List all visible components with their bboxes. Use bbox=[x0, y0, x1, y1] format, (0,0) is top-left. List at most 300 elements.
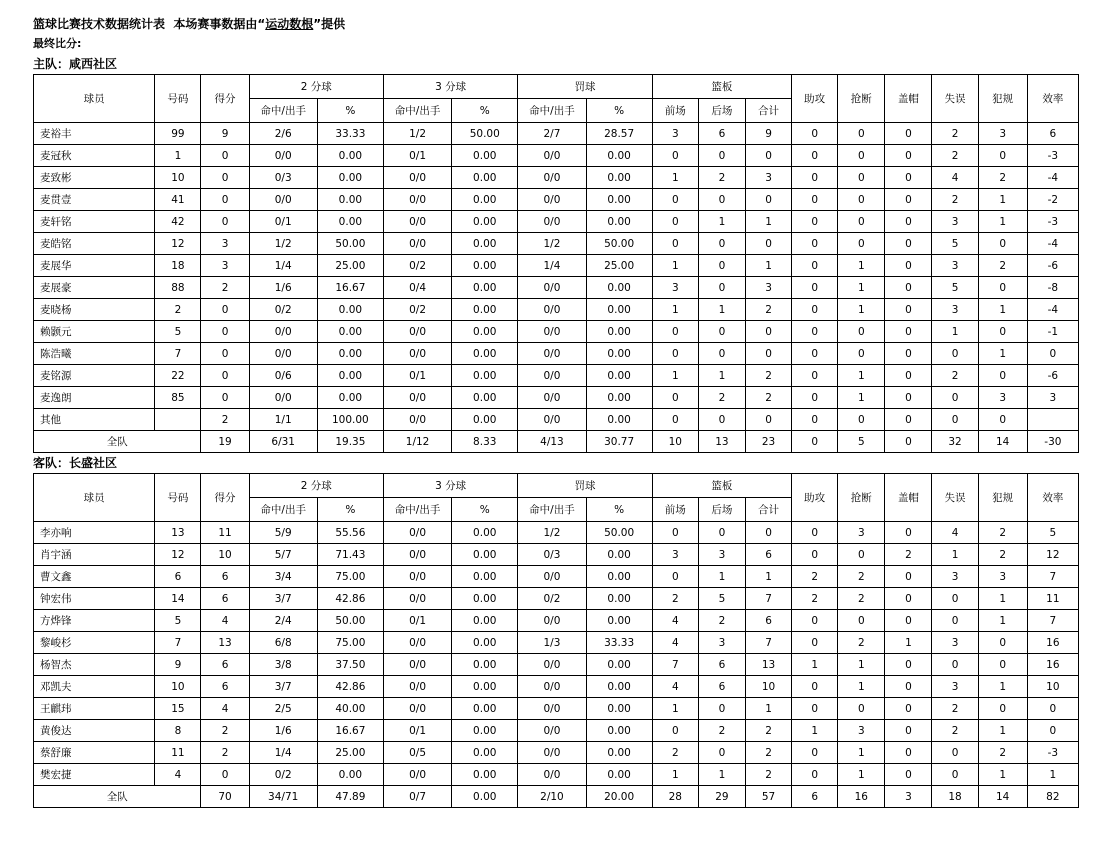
player-fg3-made-att: 0/0 bbox=[383, 167, 451, 189]
player-tot-reb: 10 bbox=[745, 676, 791, 698]
team-total-fouls: 14 bbox=[978, 431, 1027, 453]
player-points: 2 bbox=[201, 720, 249, 742]
player-fg2-pct: 0.00 bbox=[317, 211, 383, 233]
team-total-tot-reb: 23 bbox=[745, 431, 791, 453]
player-fg2-made-att: 5/7 bbox=[249, 544, 317, 566]
team-total-fg3-pct: 0.00 bbox=[452, 786, 518, 808]
player-off-reb: 1 bbox=[652, 764, 698, 786]
stats-table bbox=[33, 473, 1079, 808]
player-blocks: 0 bbox=[885, 167, 932, 189]
player-points: 13 bbox=[201, 632, 249, 654]
player-off-reb: 4 bbox=[652, 610, 698, 632]
player-fg3-made-att: 0/5 bbox=[383, 742, 451, 764]
player-fouls: 2 bbox=[978, 544, 1027, 566]
player-ft-made-att: 0/0 bbox=[518, 167, 586, 189]
player-fg3-pct: 0.00 bbox=[452, 189, 518, 211]
player-tot-reb: 7 bbox=[745, 588, 791, 610]
player-fg2-pct: 50.00 bbox=[317, 610, 383, 632]
team-total-fg2-pct: 47.89 bbox=[317, 786, 383, 808]
player-def-reb: 1 bbox=[698, 211, 745, 233]
player-fouls: 0 bbox=[978, 409, 1027, 431]
player-off-reb: 1 bbox=[652, 255, 698, 277]
player-steals: 0 bbox=[838, 123, 885, 145]
player-points: 3 bbox=[201, 255, 249, 277]
player-off-reb: 0 bbox=[652, 720, 698, 742]
player-fg2-made-att: 1/6 bbox=[249, 720, 317, 742]
player-name: 麦逸朗 bbox=[34, 387, 155, 409]
player-fg2-made-att: 2/6 bbox=[249, 123, 317, 145]
player-tot-reb: 2 bbox=[745, 299, 791, 321]
player-fg3-pct: 0.00 bbox=[452, 233, 518, 255]
player-efficiency: -4 bbox=[1027, 299, 1078, 321]
player-fg2-made-att: 0/0 bbox=[249, 343, 317, 365]
player-number: 13 bbox=[155, 522, 201, 544]
col-number: 号码 bbox=[155, 75, 201, 123]
player-efficiency: -3 bbox=[1027, 211, 1078, 233]
team-total-points: 70 bbox=[201, 786, 249, 808]
player-ft-made-att: 2/7 bbox=[518, 123, 586, 145]
player-row bbox=[34, 720, 1079, 742]
player-fg2-pct: 50.00 bbox=[317, 233, 383, 255]
player-turnovers: 2 bbox=[932, 145, 978, 167]
player-tot-reb: 7 bbox=[745, 632, 791, 654]
player-fg3-made-att: 0/1 bbox=[383, 145, 451, 167]
player-off-reb: 3 bbox=[652, 277, 698, 299]
player-fg3-made-att: 0/4 bbox=[383, 277, 451, 299]
player-ft-made-att: 0/0 bbox=[518, 299, 586, 321]
team-total-tot-reb: 57 bbox=[745, 786, 791, 808]
team-total-turnovers: 32 bbox=[932, 431, 978, 453]
player-efficiency: 7 bbox=[1027, 566, 1078, 588]
player-number: 22 bbox=[155, 365, 201, 387]
player-turnovers: 2 bbox=[932, 123, 978, 145]
player-ft-pct: 0.00 bbox=[586, 742, 652, 764]
player-def-reb: 0 bbox=[698, 343, 745, 365]
player-efficiency: -2 bbox=[1027, 189, 1078, 211]
player-blocks: 0 bbox=[885, 233, 932, 255]
player-ft-made-att: 1/4 bbox=[518, 255, 586, 277]
team-total-fg3-made-att: 1/12 bbox=[383, 431, 451, 453]
player-number: 14 bbox=[155, 588, 201, 610]
team-total-steals: 5 bbox=[838, 431, 885, 453]
player-steals: 0 bbox=[838, 343, 885, 365]
player-fg2-made-att: 6/8 bbox=[249, 632, 317, 654]
player-turnovers: 3 bbox=[932, 211, 978, 233]
col-pf: 犯规 bbox=[978, 474, 1027, 522]
player-fouls: 3 bbox=[978, 566, 1027, 588]
player-ft-made-att: 1/2 bbox=[518, 233, 586, 255]
player-fg2-made-att: 3/8 bbox=[249, 654, 317, 676]
player-turnovers: 2 bbox=[932, 698, 978, 720]
player-steals: 0 bbox=[838, 167, 885, 189]
player-name: 陈浩曦 bbox=[34, 343, 155, 365]
player-fg2-pct: 37.50 bbox=[317, 654, 383, 676]
player-row bbox=[34, 654, 1079, 676]
player-assists: 1 bbox=[792, 720, 838, 742]
team-total-blocks: 3 bbox=[885, 786, 932, 808]
player-ft-made-att: 0/0 bbox=[518, 343, 586, 365]
player-def-reb: 0 bbox=[698, 698, 745, 720]
team-total-label: 全队 bbox=[34, 431, 201, 453]
team-title: 客队：长盛社区 bbox=[33, 456, 118, 470]
player-steals: 1 bbox=[838, 676, 885, 698]
player-def-reb: 0 bbox=[698, 189, 745, 211]
player-off-reb: 0 bbox=[652, 189, 698, 211]
player-fg2-made-att: 3/4 bbox=[249, 566, 317, 588]
player-fg2-pct: 0.00 bbox=[317, 365, 383, 387]
player-steals: 1 bbox=[838, 299, 885, 321]
player-ft-pct: 0.00 bbox=[586, 544, 652, 566]
player-assists: 2 bbox=[792, 566, 838, 588]
player-fouls: 0 bbox=[978, 321, 1027, 343]
player-steals: 0 bbox=[838, 211, 885, 233]
player-number: 85 bbox=[155, 387, 201, 409]
player-points: 6 bbox=[201, 566, 249, 588]
player-row bbox=[34, 409, 1079, 431]
player-def-reb: 3 bbox=[698, 632, 745, 654]
player-row bbox=[34, 764, 1079, 786]
player-steals: 1 bbox=[838, 742, 885, 764]
player-fg3-pct: 0.00 bbox=[452, 764, 518, 786]
player-assists: 0 bbox=[792, 365, 838, 387]
player-number: 9 bbox=[155, 654, 201, 676]
col-group-ft: 罚球 bbox=[518, 75, 652, 99]
player-def-reb: 0 bbox=[698, 277, 745, 299]
player-steals: 1 bbox=[838, 277, 885, 299]
player-ft-pct: 0.00 bbox=[586, 365, 652, 387]
player-off-reb: 3 bbox=[652, 544, 698, 566]
player-fg3-pct: 0.00 bbox=[452, 654, 518, 676]
col-sub-tot: 合计 bbox=[745, 99, 791, 123]
player-points: 0 bbox=[201, 167, 249, 189]
player-def-reb: 1 bbox=[698, 365, 745, 387]
player-tot-reb: 0 bbox=[745, 409, 791, 431]
player-fg2-pct: 16.67 bbox=[317, 720, 383, 742]
player-ft-pct: 33.33 bbox=[586, 632, 652, 654]
player-fg3-pct: 0.00 bbox=[452, 409, 518, 431]
player-fg2-pct: 55.56 bbox=[317, 522, 383, 544]
col-stl: 抢断 bbox=[838, 75, 885, 123]
player-number: 12 bbox=[155, 544, 201, 566]
col-player: 球员 bbox=[34, 75, 155, 123]
player-def-reb: 0 bbox=[698, 255, 745, 277]
col-eff: 效率 bbox=[1027, 474, 1078, 522]
stats-table bbox=[33, 74, 1079, 453]
player-ft-pct: 0.00 bbox=[586, 277, 652, 299]
player-fg2-made-att: 0/1 bbox=[249, 211, 317, 233]
player-points: 0 bbox=[201, 387, 249, 409]
player-assists: 0 bbox=[792, 255, 838, 277]
player-efficiency: -1 bbox=[1027, 321, 1078, 343]
team-total-ft-made-att: 2/10 bbox=[518, 786, 586, 808]
player-name: 邓凯夫 bbox=[34, 676, 155, 698]
player-row bbox=[34, 233, 1079, 255]
player-ft-pct: 0.00 bbox=[586, 145, 652, 167]
player-turnovers: 3 bbox=[932, 632, 978, 654]
player-assists: 2 bbox=[792, 588, 838, 610]
player-name: 王麒玮 bbox=[34, 698, 155, 720]
player-ft-made-att: 0/0 bbox=[518, 321, 586, 343]
player-fg3-made-att: 0/0 bbox=[383, 387, 451, 409]
player-points: 6 bbox=[201, 588, 249, 610]
player-ft-pct: 0.00 bbox=[586, 189, 652, 211]
team-total-efficiency: -30 bbox=[1027, 431, 1078, 453]
player-assists: 0 bbox=[792, 277, 838, 299]
player-efficiency: -8 bbox=[1027, 277, 1078, 299]
player-blocks: 0 bbox=[885, 610, 932, 632]
team-total-fg3-made-att: 0/7 bbox=[383, 786, 451, 808]
player-assists: 0 bbox=[792, 387, 838, 409]
player-turnovers: 0 bbox=[932, 764, 978, 786]
player-fouls: 0 bbox=[978, 277, 1027, 299]
player-off-reb: 2 bbox=[652, 588, 698, 610]
player-steals: 1 bbox=[838, 654, 885, 676]
player-fg3-pct: 50.00 bbox=[452, 123, 518, 145]
player-def-reb: 0 bbox=[698, 145, 745, 167]
team-total-efficiency: 82 bbox=[1027, 786, 1078, 808]
player-efficiency: 0 bbox=[1027, 720, 1078, 742]
player-blocks: 0 bbox=[885, 698, 932, 720]
player-steals: 0 bbox=[838, 189, 885, 211]
player-fg2-made-att: 3/7 bbox=[249, 588, 317, 610]
player-assists: 0 bbox=[792, 764, 838, 786]
player-number: 10 bbox=[155, 167, 201, 189]
player-fg2-pct: 0.00 bbox=[317, 321, 383, 343]
player-row bbox=[34, 277, 1079, 299]
player-fg2-pct: 0.00 bbox=[317, 299, 383, 321]
player-points: 10 bbox=[201, 544, 249, 566]
player-row bbox=[34, 632, 1079, 654]
player-number: 18 bbox=[155, 255, 201, 277]
player-name: 钟宏伟 bbox=[34, 588, 155, 610]
player-row bbox=[34, 588, 1079, 610]
player-ft-pct: 0.00 bbox=[586, 566, 652, 588]
player-row bbox=[34, 255, 1079, 277]
player-fouls: 1 bbox=[978, 588, 1027, 610]
player-fouls: 0 bbox=[978, 233, 1027, 255]
player-assists: 0 bbox=[792, 233, 838, 255]
col-points: 得分 bbox=[201, 75, 249, 123]
player-fg2-made-att: 0/6 bbox=[249, 365, 317, 387]
team-total-ft-pct: 20.00 bbox=[586, 786, 652, 808]
player-name: 方烨锋 bbox=[34, 610, 155, 632]
player-fg2-made-att: 1/4 bbox=[249, 742, 317, 764]
player-def-reb: 6 bbox=[698, 676, 745, 698]
player-fg3-made-att: 0/2 bbox=[383, 299, 451, 321]
player-fg2-pct: 0.00 bbox=[317, 167, 383, 189]
player-number: 88 bbox=[155, 277, 201, 299]
player-ft-pct: 0.00 bbox=[586, 610, 652, 632]
player-tot-reb: 2 bbox=[745, 742, 791, 764]
player-fg3-made-att: 0/0 bbox=[383, 343, 451, 365]
player-row bbox=[34, 544, 1079, 566]
player-efficiency: 16 bbox=[1027, 654, 1078, 676]
player-fg3-pct: 0.00 bbox=[452, 299, 518, 321]
player-points: 6 bbox=[201, 676, 249, 698]
player-fg2-made-att: 2/4 bbox=[249, 610, 317, 632]
player-name: 麦贯壹 bbox=[34, 189, 155, 211]
player-number: 8 bbox=[155, 720, 201, 742]
player-steals: 0 bbox=[838, 698, 885, 720]
player-fg3-made-att: 0/0 bbox=[383, 522, 451, 544]
player-name: 麦展豪 bbox=[34, 277, 155, 299]
col-group-3pt: 3 分球 bbox=[383, 474, 517, 498]
player-points: 6 bbox=[201, 654, 249, 676]
player-name: 麦裕丰 bbox=[34, 123, 155, 145]
player-fouls: 1 bbox=[978, 764, 1027, 786]
player-name: 李亦响 bbox=[34, 522, 155, 544]
team-total-assists: 0 bbox=[792, 431, 838, 453]
player-off-reb: 0 bbox=[652, 233, 698, 255]
player-fg2-pct: 40.00 bbox=[317, 698, 383, 720]
player-assists: 0 bbox=[792, 632, 838, 654]
player-number: 2 bbox=[155, 299, 201, 321]
player-def-reb: 1 bbox=[698, 299, 745, 321]
player-fg2-made-att: 3/7 bbox=[249, 676, 317, 698]
player-tot-reb: 9 bbox=[745, 123, 791, 145]
player-fg3-made-att: 0/0 bbox=[383, 321, 451, 343]
player-ft-pct: 0.00 bbox=[586, 698, 652, 720]
player-tot-reb: 0 bbox=[745, 343, 791, 365]
player-blocks: 0 bbox=[885, 742, 932, 764]
header-row-top bbox=[34, 75, 1079, 99]
player-assists: 0 bbox=[792, 145, 838, 167]
team-total-off-reb: 10 bbox=[652, 431, 698, 453]
player-fouls: 2 bbox=[978, 522, 1027, 544]
player-ft-pct: 0.00 bbox=[586, 299, 652, 321]
player-off-reb: 0 bbox=[652, 321, 698, 343]
player-tot-reb: 6 bbox=[745, 544, 791, 566]
player-fg2-pct: 71.43 bbox=[317, 544, 383, 566]
player-name: 肖宇涵 bbox=[34, 544, 155, 566]
player-number: 15 bbox=[155, 698, 201, 720]
col-sub-pct: % bbox=[452, 498, 518, 522]
player-fg2-made-att: 0/0 bbox=[249, 321, 317, 343]
player-off-reb: 0 bbox=[652, 409, 698, 431]
player-name: 麦冠秋 bbox=[34, 145, 155, 167]
player-fouls: 1 bbox=[978, 343, 1027, 365]
player-assists: 0 bbox=[792, 610, 838, 632]
col-sub-def: 后场 bbox=[698, 498, 745, 522]
player-off-reb: 1 bbox=[652, 365, 698, 387]
player-turnovers: 0 bbox=[932, 588, 978, 610]
player-fg3-pct: 0.00 bbox=[452, 742, 518, 764]
player-name: 黄俊达 bbox=[34, 720, 155, 742]
player-number: 11 bbox=[155, 742, 201, 764]
player-turnovers: 1 bbox=[932, 321, 978, 343]
player-fouls: 0 bbox=[978, 632, 1027, 654]
player-row bbox=[34, 566, 1079, 588]
player-fg2-pct: 0.00 bbox=[317, 145, 383, 167]
player-number: 5 bbox=[155, 610, 201, 632]
player-fg2-pct: 33.33 bbox=[317, 123, 383, 145]
player-fg3-pct: 0.00 bbox=[452, 365, 518, 387]
player-turnovers: 0 bbox=[932, 343, 978, 365]
player-fg3-made-att: 0/0 bbox=[383, 566, 451, 588]
player-turnovers: 4 bbox=[932, 167, 978, 189]
player-points: 0 bbox=[201, 299, 249, 321]
player-turnovers: 5 bbox=[932, 277, 978, 299]
player-name: 麦轩铭 bbox=[34, 211, 155, 233]
player-number: 10 bbox=[155, 676, 201, 698]
player-steals: 0 bbox=[838, 145, 885, 167]
player-fg2-pct: 42.86 bbox=[317, 676, 383, 698]
player-steals: 0 bbox=[838, 233, 885, 255]
player-tot-reb: 2 bbox=[745, 720, 791, 742]
player-steals: 0 bbox=[838, 610, 885, 632]
col-group-3pt: 3 分球 bbox=[383, 75, 517, 99]
player-fg3-pct: 0.00 bbox=[452, 387, 518, 409]
player-fg3-made-att: 0/1 bbox=[383, 365, 451, 387]
player-assists: 0 bbox=[792, 698, 838, 720]
player-efficiency: 7 bbox=[1027, 610, 1078, 632]
player-ft-pct: 0.00 bbox=[586, 764, 652, 786]
player-ft-made-att: 0/0 bbox=[518, 211, 586, 233]
player-blocks: 1 bbox=[885, 632, 932, 654]
team-total-assists: 6 bbox=[792, 786, 838, 808]
player-fg2-pct: 0.00 bbox=[317, 387, 383, 409]
player-blocks: 0 bbox=[885, 409, 932, 431]
player-turnovers: 0 bbox=[932, 409, 978, 431]
player-fg2-made-att: 1/1 bbox=[249, 409, 317, 431]
player-ft-pct: 28.57 bbox=[586, 123, 652, 145]
player-def-reb: 0 bbox=[698, 409, 745, 431]
player-fouls: 1 bbox=[978, 676, 1027, 698]
player-off-reb: 0 bbox=[652, 566, 698, 588]
player-def-reb: 1 bbox=[698, 764, 745, 786]
player-blocks: 0 bbox=[885, 365, 932, 387]
player-fouls: 1 bbox=[978, 610, 1027, 632]
player-fg2-pct: 16.67 bbox=[317, 277, 383, 299]
player-fg3-made-att: 0/0 bbox=[383, 698, 451, 720]
player-assists: 0 bbox=[792, 343, 838, 365]
player-points: 0 bbox=[201, 145, 249, 167]
player-fg2-made-att: 1/6 bbox=[249, 277, 317, 299]
player-row bbox=[34, 299, 1079, 321]
player-off-reb: 0 bbox=[652, 145, 698, 167]
col-ast: 助攻 bbox=[792, 474, 838, 522]
player-steals: 3 bbox=[838, 522, 885, 544]
player-tot-reb: 13 bbox=[745, 654, 791, 676]
col-sub-pct: % bbox=[586, 498, 652, 522]
player-fg3-pct: 0.00 bbox=[452, 277, 518, 299]
player-steals: 0 bbox=[838, 321, 885, 343]
col-sub-made-att: 命中/出手 bbox=[518, 498, 586, 522]
player-assists: 0 bbox=[792, 167, 838, 189]
player-def-reb: 2 bbox=[698, 167, 745, 189]
player-fg3-pct: 0.00 bbox=[452, 698, 518, 720]
player-ft-pct: 0.00 bbox=[586, 167, 652, 189]
player-fouls: 3 bbox=[978, 123, 1027, 145]
player-fg2-made-att: 5/9 bbox=[249, 522, 317, 544]
player-row bbox=[34, 610, 1079, 632]
player-off-reb: 1 bbox=[652, 299, 698, 321]
player-fouls: 0 bbox=[978, 145, 1027, 167]
player-off-reb: 0 bbox=[652, 522, 698, 544]
player-ft-pct: 0.00 bbox=[586, 409, 652, 431]
team-total-fg2-pct: 19.35 bbox=[317, 431, 383, 453]
player-row bbox=[34, 211, 1079, 233]
source-link[interactable]: 运动数根 bbox=[265, 17, 314, 31]
player-assists: 0 bbox=[792, 321, 838, 343]
player-name: 麦致彬 bbox=[34, 167, 155, 189]
player-fouls: 2 bbox=[978, 255, 1027, 277]
col-ast: 助攻 bbox=[792, 75, 838, 123]
player-turnovers: 0 bbox=[932, 654, 978, 676]
source-prefix: 本场赛事数据由“ bbox=[173, 17, 266, 31]
player-blocks: 0 bbox=[885, 299, 932, 321]
player-fg2-pct: 0.00 bbox=[317, 343, 383, 365]
